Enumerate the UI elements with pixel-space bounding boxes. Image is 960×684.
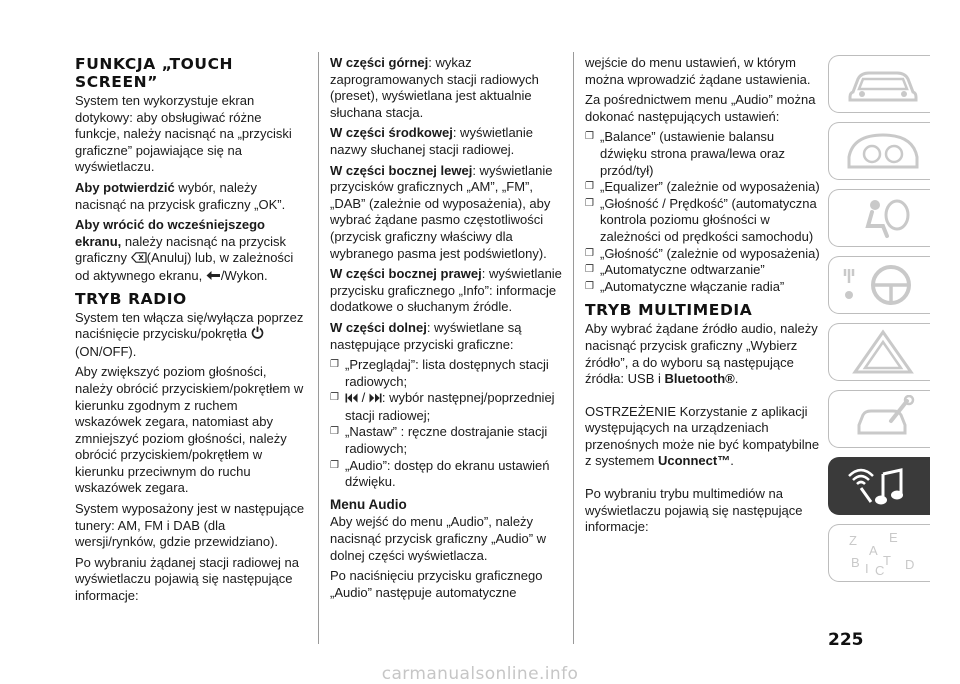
bullet-icon: ❐ [585, 181, 594, 193]
paragraph: Aby wrócić do wcześniejszego ekranu, należy nacisnąć na przycisk graficzny (Anuluj) lub, w zależności od aktywnego ekranu, /Wykon. [75, 217, 307, 285]
tab-index[interactable] [828, 524, 930, 582]
index-letter: B [851, 555, 860, 570]
power-icon [251, 326, 264, 344]
paragraph: Za pośrednictwem menu „Audio” można dokonać następujących ustawień: [585, 92, 816, 124]
tab-emergency[interactable] [828, 323, 930, 381]
page-number: 225 [828, 630, 864, 650]
index-letter: Z [849, 533, 857, 548]
heading-radio-mode: TRYB RADIO [75, 289, 187, 308]
list-item: ❐ „Automatyczne odtwarzanie” [585, 262, 765, 278]
index-letter: T [883, 553, 891, 568]
paragraph: W części dolnej: wyświetlane są następujące przyciski graficzne: [330, 319, 522, 352]
column-divider [318, 52, 319, 644]
list-item: ❐ „Balance” (ustawienie balansu dźwięku strona prawa/lewa oraz przód/tył) [585, 129, 785, 178]
index-letter: A [869, 543, 878, 558]
list-item: ❐ „Głośność” (zależnie od wyposażenia) [585, 245, 820, 261]
bullet-icon: ❐ [585, 197, 594, 209]
car-icon [839, 60, 929, 108]
heading-touch-screen: FUNKCJA „TOUCH SCREEN” [75, 55, 234, 91]
cancel-backspace-icon [131, 251, 147, 268]
list-item: ❐ „Głośność / Prędkość” (automatyczna kontrola poziomu głośności w zależności od prędkości samochodu) [585, 195, 817, 244]
paragraph: OSTRZEŻENIE Korzystanie z aplikacji występujących na urządzeniach przenośnych może nie być kompatybilne z systemem Uconnect™. [585, 403, 820, 469]
bullet-icon: ❐ [585, 131, 594, 143]
car-tools-icon [839, 395, 929, 443]
column-divider [573, 52, 574, 644]
paragraph: Po wybraniu trybu multimediów na wyświetlaczu pojawią się następujące informacje: [585, 486, 803, 535]
bullet-icon: ❐ [585, 280, 594, 292]
bullet-icon: ❐ [585, 247, 594, 259]
section-tabs [828, 55, 930, 591]
paragraph: W części bocznej lewej: wyświetlanie przycisków graficznych „AM”, „FM”, „DAB” (zależnie od wyposażenia), aby wybrać żądane pasmo częstotliwości (przycisk graficzny właściwy dla wybranego pasma jest podświetlony). [330, 162, 553, 261]
tab-driving[interactable] [828, 256, 930, 314]
paragraph: W części środkowej: wyświetlanie nazwy słuchanej stacji radiowej. [330, 125, 534, 157]
heading-audio-menu: Menu Audio [330, 496, 407, 512]
bullet-icon: ❐ [330, 426, 339, 438]
list-item: ❐ „Automatyczne włączanie radia” [585, 278, 785, 294]
tab-maintenance[interactable] [828, 390, 930, 448]
list-item: ❐ „Equalizer” (zależnie od wyposażenia) [585, 179, 820, 195]
tab-dashboard[interactable] [828, 122, 930, 180]
steering-wheel-icon [839, 261, 929, 309]
bullet-icon: ❐ [330, 459, 339, 471]
list-item: ❐ „Audio”: dostęp do ekranu ustawień dźwięku. [330, 457, 550, 490]
paragraph: Po wybraniu żądanej stacji radiowej na wyświetlaczu pojawią się następujące informacje: [75, 554, 300, 604]
list-item: ❐ „Nastaw” : ręczne dostrajanie stacji radiowych; [330, 424, 548, 457]
paragraph: wejście do menu ustawień, w którym można wprowadzić żądane ustawienia. [585, 55, 811, 87]
tab-multimedia[interactable] [828, 457, 930, 515]
paragraph: System wyposażony jest w następujące tunery: AM, FM i DAB (dla wersji/rynków, gdzie przewidziano). [75, 501, 305, 550]
skip-next-icon [369, 391, 382, 408]
index-letter: C [875, 563, 885, 577]
list-item: ❐ „Przeglądaj”: lista dostępnych stacji radiowych; [330, 357, 549, 389]
paragraph: Aby wejść do menu „Audio”, należy nacisnąć przycisk graficzny „Audio” w dolnej części wyświetlacza. [330, 514, 547, 563]
tab-vehicle[interactable] [828, 55, 930, 113]
column-3 [585, 55, 820, 540]
heading-multimedia-mode: TRYB MULTIMEDIA [585, 301, 753, 320]
paragraph: System ten włącza się/wyłącza poprzez naciśnięcie przycisku/pokrętła (ON/OFF). [75, 309, 304, 359]
index-letter: I [865, 561, 869, 576]
bullet-icon: ❐ [330, 392, 339, 404]
paragraph: Aby zwiększyć poziom głośności, należy obrócić przyciskiem/pokrętłem w kierunku zgodnym z ruchem wskazówek zegara, natomiast aby zmniejszyć poziom głośności, należy obrócić przyciskiem/pokrętłem w kierunku przeciwnym do ruchu wskazówek zegara. [75, 364, 304, 496]
paragraph: System ten wykorzystuje ekran dotykowy: aby obsługiwać różne funkcje, należy nacisnąć na „przyciski graficzne” pojawiające się na wyświetlaczu. [75, 93, 292, 175]
index-letter: E [889, 530, 898, 545]
list-item: ❐ / : wybór następnej/poprzedniej stacji radiowej; [330, 390, 555, 423]
dashboard-icon [839, 127, 929, 175]
airbag-icon [839, 194, 929, 242]
watermark: carmanualsonline.info [381, 664, 579, 684]
multimedia-icon [839, 462, 929, 510]
paragraph: W części bocznej prawej: wyświetlanie przycisku graficznego „Info”: informacje dodatkowe o słuchanym źródle. [330, 266, 562, 315]
paragraph: Aby potwierdzić wybór, należy nacisnąć na przycisk graficzny „OK”. [75, 179, 286, 212]
column-1 [75, 55, 307, 609]
back-arrow-icon [206, 269, 221, 286]
index-letter: D [905, 557, 915, 572]
paragraph: W części górnej: wykaz zaprogramowanych stacji radiowych (preset), wyświetlana jest aktualnie słuchana stacja. [330, 55, 539, 120]
tab-safety[interactable] [828, 189, 930, 247]
bullet-icon: ❐ [585, 264, 594, 276]
skip-previous-icon [345, 391, 358, 408]
index-letters-icon [839, 529, 929, 577]
paragraph: Aby wybrać żądane źródło audio, należy nacisnąć przycisk graficzny „Wybierz źródło”, a do wyboru są następujące źródła: USB i Bluetooth®. [585, 321, 818, 387]
warning-triangle-icon [839, 328, 929, 376]
column-2 [330, 55, 562, 605]
bullet-icon: ❐ [330, 359, 339, 371]
paragraph: Po naciśnięciu przycisku graficznego „Audio” następuje automatyczne [330, 568, 543, 600]
